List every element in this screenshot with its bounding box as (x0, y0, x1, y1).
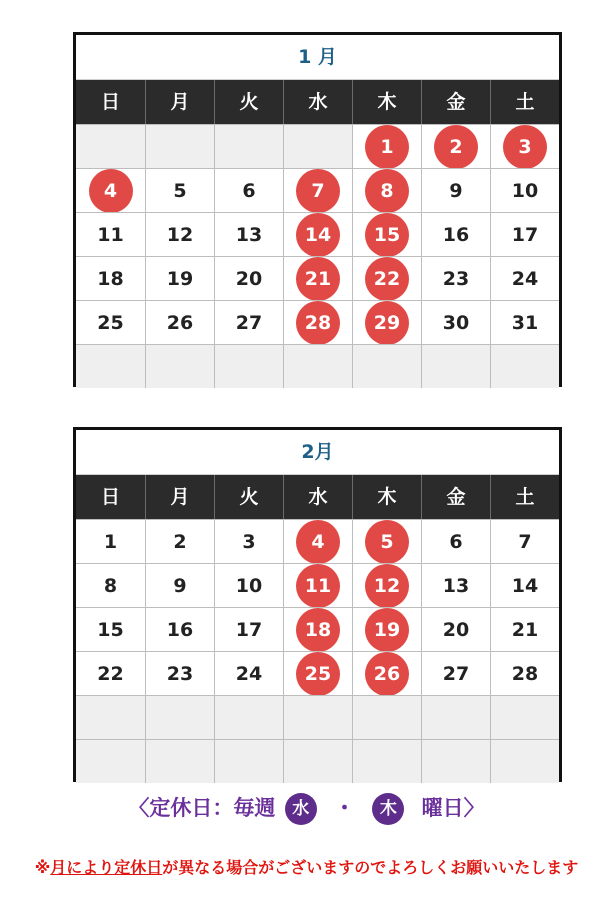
day-number: 31 (511, 311, 539, 334)
weekday-tue: 火 (214, 475, 283, 519)
empty-day-cell (421, 739, 490, 783)
closed-day-number: 15 (365, 213, 409, 257)
closed-day-cell (352, 168, 421, 212)
day-number: 2 (173, 530, 187, 553)
empty-day-cell (145, 344, 214, 388)
day-number: 11 (97, 223, 124, 246)
day-number: 23 (166, 662, 194, 685)
day-number: 28 (511, 662, 539, 685)
weekday-thu: 木 (352, 475, 421, 519)
closed-day-number: 28 (296, 301, 340, 345)
closed-day-cell (352, 607, 421, 651)
day-cell (214, 256, 283, 300)
closed-day-number: 29 (365, 301, 409, 345)
calendar-grid (76, 124, 559, 388)
day-number: 27 (442, 662, 470, 685)
day-cell (76, 256, 145, 300)
day-cell (214, 168, 283, 212)
closed-day-cell (421, 124, 490, 168)
empty-day-cell (214, 124, 283, 168)
day-cell (145, 212, 214, 256)
day-number: 9 (173, 574, 187, 597)
legend-separator: ・ (334, 796, 355, 820)
note-underlined: 月により定休日 (50, 858, 163, 877)
day-number: 10 (235, 574, 263, 597)
day-number: 20 (442, 618, 470, 641)
day-number: 3 (242, 530, 256, 553)
day-cell (490, 212, 559, 256)
empty-day-cell (76, 344, 145, 388)
empty-day-cell (76, 695, 145, 739)
day-number: 21 (511, 618, 539, 641)
closed-day-number: 2 (434, 125, 478, 169)
closed-day-cell (283, 300, 352, 344)
day-cell (421, 212, 490, 256)
weekday-mon: 月 (145, 80, 214, 124)
day-number: 12 (166, 223, 194, 246)
day-number: 30 (442, 311, 470, 334)
day-cell (490, 256, 559, 300)
day-cell (145, 563, 214, 607)
day-number: 27 (235, 311, 263, 334)
day-number: 16 (166, 618, 194, 641)
day-number: 16 (442, 223, 470, 246)
day-number: 14 (511, 574, 539, 597)
day-cell (145, 519, 214, 563)
empty-day-cell (490, 695, 559, 739)
empty-day-cell (76, 124, 145, 168)
day-number: 13 (442, 574, 470, 597)
closed-day-cell (283, 651, 352, 695)
weekday-sat: 土 (490, 475, 559, 519)
closed-day-number: 22 (365, 257, 409, 301)
weekday-wed: 水 (283, 475, 352, 519)
weekday-header (76, 475, 559, 519)
closed-day-cell (283, 563, 352, 607)
day-cell (490, 519, 559, 563)
note-mark: ※ (34, 858, 51, 877)
empty-day-cell (214, 739, 283, 783)
closed-day-cell (352, 256, 421, 300)
day-cell (214, 563, 283, 607)
day-number: 6 (449, 530, 463, 553)
closed-day-number: 3 (503, 125, 547, 169)
day-cell (145, 300, 214, 344)
weekday-fri: 金 (421, 80, 490, 124)
empty-day-cell (352, 739, 421, 783)
empty-day-cell (76, 739, 145, 783)
empty-day-cell (283, 739, 352, 783)
closed-day-cell (76, 168, 145, 212)
closed-day-number: 8 (365, 169, 409, 213)
calendar-grid (76, 519, 559, 783)
day-cell (76, 300, 145, 344)
day-number: 9 (449, 179, 463, 202)
empty-day-cell (145, 739, 214, 783)
month-title: 2月 (76, 430, 559, 475)
closed-day-number: 11 (296, 564, 340, 608)
day-number: 22 (97, 662, 124, 685)
weekday-header (76, 80, 559, 124)
day-number: 5 (173, 179, 187, 202)
closed-day-number: 26 (365, 652, 409, 696)
weekday-sat: 土 (490, 80, 559, 124)
day-cell (76, 212, 145, 256)
day-number: 19 (166, 267, 194, 290)
closed-day-number: 12 (365, 564, 409, 608)
day-number: 20 (235, 267, 263, 290)
closed-day-number: 4 (89, 169, 133, 213)
empty-day-cell (214, 344, 283, 388)
day-number: 13 (235, 223, 263, 246)
closed-day-cell (283, 256, 352, 300)
day-number: 18 (97, 267, 124, 290)
day-number: 25 (97, 311, 124, 334)
closed-day-cell (352, 300, 421, 344)
weekday-thu: 木 (352, 80, 421, 124)
closed-day-cell (283, 519, 352, 563)
legend-suffix: 曜日〉 (421, 796, 485, 820)
day-number: 8 (103, 574, 118, 597)
weekday-sun: 日 (100, 486, 120, 508)
closed-day-number: 21 (296, 257, 340, 301)
day-number: 26 (166, 311, 194, 334)
empty-day-cell (283, 344, 352, 388)
day-cell (214, 607, 283, 651)
empty-day-cell (421, 695, 490, 739)
day-number: 23 (442, 267, 470, 290)
day-cell (145, 168, 214, 212)
closed-days-legend (0, 790, 613, 826)
empty-day-cell (283, 124, 352, 168)
empty-day-cell (145, 124, 214, 168)
empty-day-cell (490, 344, 559, 388)
calendar-february (73, 427, 562, 782)
weekday-mon: 月 (145, 475, 214, 519)
empty-day-cell (214, 695, 283, 739)
day-number: 24 (235, 662, 263, 685)
closed-day-cell (352, 212, 421, 256)
weekday-wed: 水 (283, 80, 352, 124)
day-cell (421, 300, 490, 344)
closed-day-cell (352, 519, 421, 563)
day-cell (490, 651, 559, 695)
empty-day-cell (283, 695, 352, 739)
calendar-january (73, 32, 562, 387)
day-number: 6 (242, 179, 256, 202)
day-cell (490, 168, 559, 212)
day-cell (490, 607, 559, 651)
closed-day-number: 18 (296, 608, 340, 652)
day-cell (76, 607, 145, 651)
day-cell (490, 300, 559, 344)
weekday-sun: 日 (100, 91, 120, 113)
empty-day-cell (352, 344, 421, 388)
empty-day-cell (352, 695, 421, 739)
day-cell (421, 563, 490, 607)
day-number: 17 (511, 223, 539, 246)
empty-day-cell (145, 695, 214, 739)
weekday-tue: 火 (214, 80, 283, 124)
closed-day-cell (283, 168, 352, 212)
thursday-badge: 木 (372, 793, 404, 825)
day-cell (145, 651, 214, 695)
legend-prefix: 〈定休日：毎週 (128, 796, 276, 820)
day-cell (421, 519, 490, 563)
day-number: 7 (518, 530, 532, 553)
closed-day-number: 5 (365, 520, 409, 564)
day-cell (76, 651, 145, 695)
note-rest: が異なる場合がございますのでよろしくお願いいたします (162, 858, 579, 877)
closed-day-number: 1 (365, 125, 409, 169)
closed-day-number: 4 (296, 520, 340, 564)
day-number: 24 (511, 267, 539, 290)
day-number: 17 (235, 618, 263, 641)
month-title: 1 月 (76, 35, 559, 80)
closed-day-number: 14 (296, 213, 340, 257)
day-cell (76, 519, 145, 563)
closed-day-cell (283, 212, 352, 256)
weekday-fri: 金 (421, 475, 490, 519)
closed-day-cell (352, 651, 421, 695)
closed-day-number: 7 (296, 169, 340, 213)
closure-note (0, 855, 613, 878)
closed-day-number: 19 (365, 608, 409, 652)
closed-day-cell (490, 124, 559, 168)
day-cell (421, 651, 490, 695)
day-cell (214, 300, 283, 344)
wednesday-badge: 水 (285, 793, 317, 825)
day-cell (214, 519, 283, 563)
closed-day-cell (352, 124, 421, 168)
day-cell (145, 607, 214, 651)
day-number: 15 (97, 618, 124, 641)
day-cell (145, 256, 214, 300)
day-number: 10 (511, 179, 539, 202)
day-cell (421, 256, 490, 300)
day-cell (421, 607, 490, 651)
day-cell (214, 212, 283, 256)
day-number: 1 (103, 530, 118, 553)
closed-day-cell (352, 563, 421, 607)
day-cell (76, 563, 145, 607)
empty-day-cell (490, 739, 559, 783)
empty-day-cell (421, 344, 490, 388)
day-cell (421, 168, 490, 212)
day-cell (214, 651, 283, 695)
closed-day-number: 25 (296, 652, 340, 696)
closed-day-cell (283, 607, 352, 651)
day-cell (490, 563, 559, 607)
